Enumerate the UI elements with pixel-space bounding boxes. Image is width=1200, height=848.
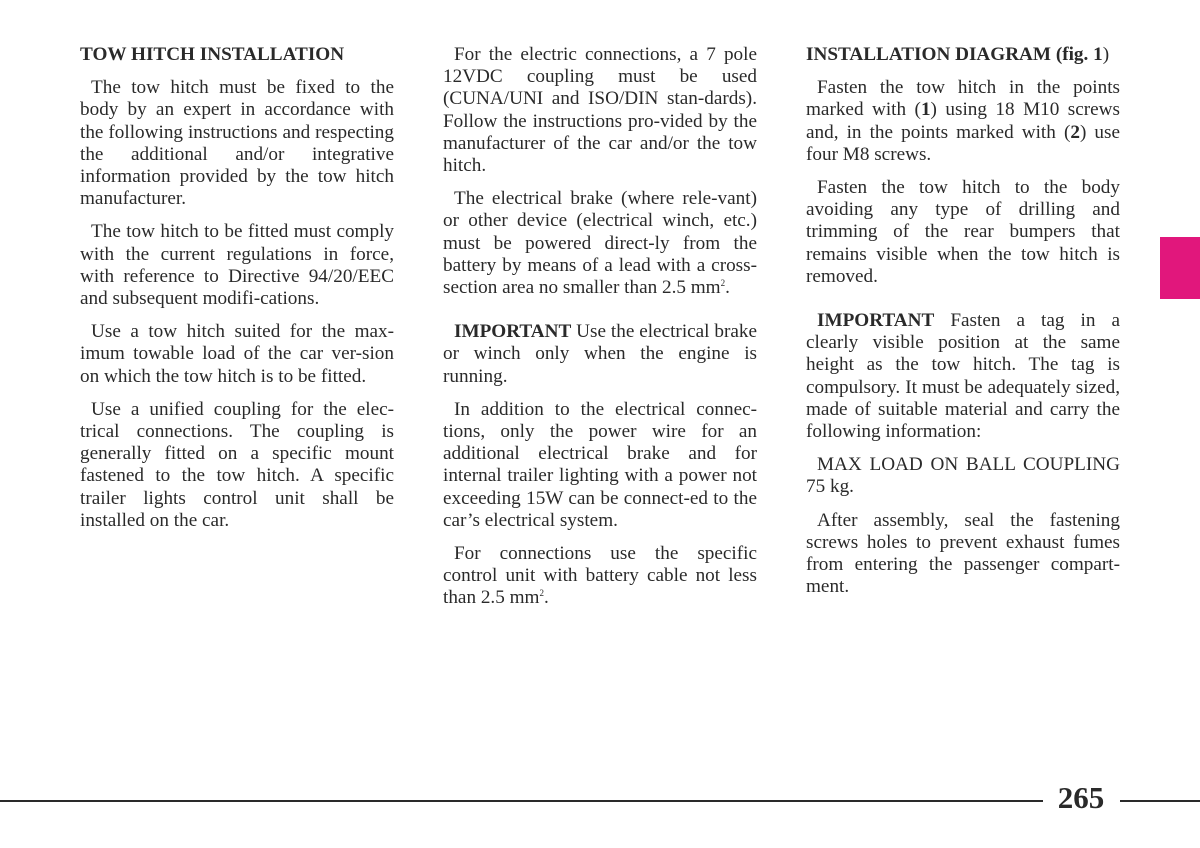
heading-close: ) bbox=[1102, 44, 1110, 65]
column-installation-diagram bbox=[806, 44, 1120, 609]
paragraph: Fasten the tow hitch to the body avoiding any type of drilling and trimming of the rear bumpers that remains visible when the tow hitch is removed. bbox=[806, 177, 1120, 287]
column-tow-hitch-installation bbox=[80, 44, 394, 543]
paragraph-text: For connections use the specific control unit with battery cable not less than 2.5 mm bbox=[443, 543, 757, 609]
superscript: 2 bbox=[539, 588, 544, 599]
important-note bbox=[443, 321, 757, 388]
paragraph bbox=[806, 77, 1120, 166]
footer-rule-right bbox=[1120, 800, 1200, 802]
paragraph-text: Fasten the tow hitch in the points marked with ( bbox=[806, 77, 1120, 121]
important-text: Fasten a tag in a clearly visible position at the same height as the tow hitch. The tag is compulsory. It must be adequately sized, made of suitable material and carry the following information: bbox=[806, 310, 1120, 443]
paragraph: The tow hitch must be fixed to the body by an expert in accordance with the following instructions and respecting the additional and/or integrative information provided by the tow hitch manufacturer. bbox=[80, 77, 394, 210]
important-label: IMPORTANT bbox=[454, 321, 572, 343]
paragraph bbox=[443, 188, 757, 299]
paragraph-text: ) use four M8 screws. bbox=[806, 121, 1120, 165]
important-note bbox=[806, 310, 1120, 443]
footer-rule-left bbox=[0, 800, 1043, 802]
paragraph-text: The electrical brake (where rele-vant) or other device (electrical winch, etc.) must be powered direct-ly from the battery by means of a lead with a cross-section area no smaller than 2.5 mm bbox=[443, 188, 757, 299]
section-heading-installation-diagram bbox=[806, 44, 1120, 66]
punctuation: . bbox=[543, 587, 549, 609]
section-tab-marker bbox=[1160, 237, 1200, 299]
paragraph: In addition to the electrical connec-tions, only the power wire for an additional electrical brake and for internal trailer lighting with a power not exceeding 15W can be connect-ed to the car’s electrical system. bbox=[443, 398, 757, 531]
column-electric-connections bbox=[443, 44, 757, 621]
paragraph: Use a tow hitch suited for the max-imum towable load of the car ver-sion on which the tow hitch is to be fitted. bbox=[80, 321, 394, 387]
reference-1: 1 bbox=[920, 99, 931, 121]
reference-2: 2 bbox=[1070, 121, 1080, 143]
paragraph: Use a unified coupling for the elec-trical connections. The coupling is generally fitted on a specific mount fastened to the tow hitch. A specific trailer lights control unit shall be installed on the car. bbox=[80, 398, 394, 531]
important-label: IMPORTANT bbox=[817, 310, 935, 332]
paragraph: For the electric connections, a 7 pole 12VDC coupling must be used (CUNA/UNI and ISO/DIN stan-dards). Follow the instructions pro-vided by the manufacturer of the car and/or the tow hitch. bbox=[443, 44, 757, 177]
superscript: 2 bbox=[720, 278, 726, 289]
section-heading-tow-hitch-installation: TOW HITCH INSTALLATION bbox=[80, 44, 345, 65]
paragraph-text: ) using 18 M10 screws and, in the points marked with ( bbox=[806, 99, 1120, 143]
tag-information: MAX LOAD ON BALL COUPLING 75 kg. bbox=[806, 454, 1120, 498]
punctuation: . bbox=[725, 277, 730, 299]
paragraph bbox=[443, 543, 757, 610]
important-text: Use the electrical brake or winch only when the engine is running. bbox=[443, 321, 757, 387]
heading-text: INSTALLATION DIAGRAM (fig. 1 bbox=[806, 44, 1103, 65]
page-number: 265 bbox=[1057, 780, 1105, 815]
paragraph: The tow hitch to be fitted must comply with the current regulations in force, with reference to Directive 94/20/EEC and subsequent modifi-cations. bbox=[80, 221, 394, 310]
paragraph: After assembly, seal the fastening screws holes to prevent exhaust fumes from entering the passenger compart-ment. bbox=[806, 509, 1120, 598]
